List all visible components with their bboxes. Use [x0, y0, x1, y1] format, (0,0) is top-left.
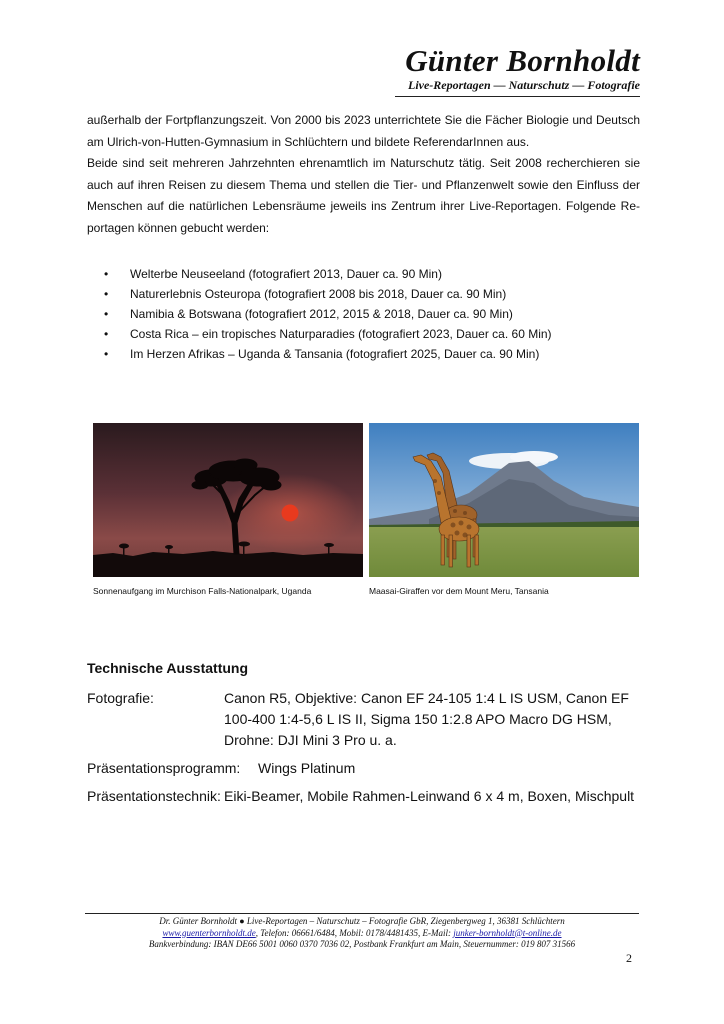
header-divider [395, 96, 640, 97]
footer-line-bank: Bankverbindung: IBAN DE66 5001 0060 0370 7036 02, Postbank Frankfurt am Main, Steuernummer: 019 807 31566 [148, 939, 576, 949]
bullet-icon: • [104, 267, 109, 281]
website-link[interactable]: www.guenterbornholdt.de [162, 927, 256, 938]
letterhead-name: Günter Bornholdt [405, 43, 640, 78]
footer-line-contact: www.guenterbornholdt.de, Telefon: 06661/6484, Mobil: 0178/4481435, E-Mail: junker-bornholdt@t-online.de [162, 927, 562, 938]
reportagen-list [104, 264, 552, 364]
email-link[interactable]: junker-bornholdt@t-online.de [453, 927, 562, 938]
footer-divider [85, 913, 639, 914]
photo-sunrise-uganda [93, 423, 363, 577]
bullet-icon: • [104, 287, 109, 301]
bullet-icon: • [104, 347, 109, 361]
photo-caption-giraffes: Maasai-Giraffen vor dem Mount Meru, Tansania [369, 586, 549, 596]
bullet-icon: • [104, 307, 109, 321]
photo-giraffes-tanzania [369, 423, 639, 577]
list-item: • Naturerlebnis Osteuropa (fotografiert 2008 bis 2018, Dauer ca. 90 Min) [104, 284, 552, 304]
footer [85, 916, 639, 951]
tech-label-technik: Präsentationstechnik: [87, 788, 221, 804]
tech-label-fotografie: Fotografie: [87, 690, 154, 706]
photo-caption-sunrise: Sonnenaufgang im Murchison Falls-Nationalpark, Uganda [93, 586, 312, 596]
tech-value-programm: Wings Platinum [258, 760, 356, 776]
letterhead-subtitle: Live-Reportagen — Naturschutz — Fotografie [407, 78, 640, 92]
list-item: • Costa Rica – ein tropisches Naturparadies (fotografiert 2023, Dauer ca. 60 Min) [104, 324, 552, 344]
list-item: • Im Herzen Afrikas – Uganda & Tansania (fotografiert 2025, Dauer ca. 90 Min) [104, 344, 552, 364]
page-number: 2 [626, 951, 632, 965]
paragraph-naturschutz: Beide sind seit mehreren Jahrzehnten ehrenamtlich im Naturschutz tätig. Seit 2008 recherchieren sie auch auf ihren Reisen zu diesem Thema und stellen die Tier- und Pflanzenwelt sowie den Einfluss der Menschen auf die natürlichen Lebensräume jeweils ins Zentrum ihrer Live-Reportagen. Folgende Reportagen können gebucht werden: [87, 156, 640, 235]
footer-line-address: Dr. Günter Bornholdt ● Live-Reportagen – Naturschutz – Fotografie GbR, Ziegenbergweg 1, 36381 Schlüchtern [159, 916, 565, 926]
list-item: • Welterbe Neuseeland (fotografiert 2013, Dauer ca. 90 Min) [104, 264, 552, 284]
tech-value-technik: Eiki-Beamer, Mobile Rahmen-Leinwand 6 x 4 m, Boxen, Mischpult [224, 788, 635, 804]
tech-label-programm: Präsentationsprogramm: [87, 760, 241, 776]
bullet-icon: • [104, 327, 109, 341]
letterhead [380, 44, 640, 92]
paragraph-intro: außerhalb der Fortpflanzungszeit. Von 2000 bis 2023 unterrichtete Sie die Fächer Biologie und Deutsch am Ulrich-von-Hutten-Gymnasium in Schlüchtern und bildete ReferendarInnen aus. [87, 113, 640, 149]
tech-value-fotografie: Canon R5, Objektive: Canon EF 24-105 1:4 L IS USM, Canon EF 100-400 1:4-5,6 L IS II, Sigma 150 1:2.8 APO Macro DG HSM, Drohne: DJI Mini 3 Pro u. a. [224, 690, 629, 748]
tech-heading: Technische Ausstattung [87, 660, 249, 676]
list-item: • Namibia & Botswana (fotografiert 2012, 2015 & 2018, Dauer ca. 90 Min) [104, 304, 552, 324]
